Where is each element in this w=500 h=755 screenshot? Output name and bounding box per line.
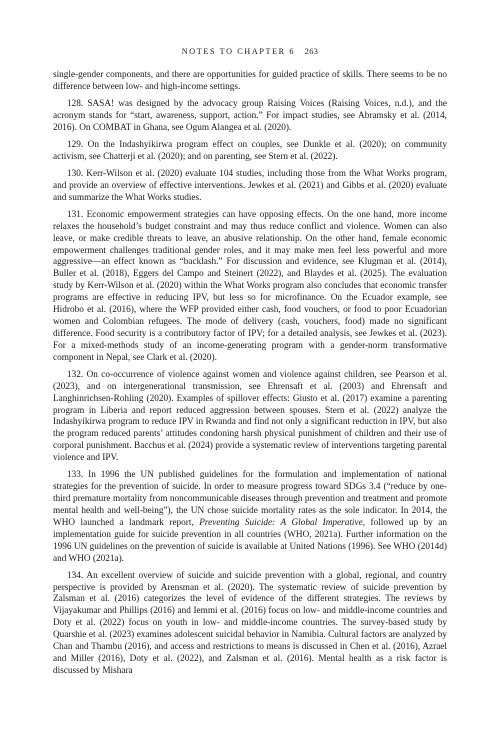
running-title: NOTES TO CHAPTER 6 xyxy=(181,47,296,56)
notes-body xyxy=(53,70,447,678)
running-head xyxy=(0,47,500,57)
note-129: 129. On the Indashyikirwa program effect on couples, see Dunkle et al. (2020); on community activism, see Chatterji et al. (2020); and on parenting, see Stern et al. (2022). xyxy=(53,139,447,162)
note-132: 132. On co-occurrence of violence against women and violence against children, see Pearson et al. (2023), and on intergenerational transmission, see Ehrensaft et al. (2003) and Ehrensaft and Langhinrichsen-Rohling (2020). Examples of spillover effects: Giusto et al. (2017) examine a parenting program in Liberia and report reduced aggression between spouses. Stern et al. (2022) analyze the Indashyikirwa program to reduce IPV in Rwanda and find not only a significant reduction in IPV, but also the program reduced parents’ attitudes condoning harsh physical punishment of children and their use of corporal punishment. Bacchus et al. (2024) provide a systematic review of interventions targeting parental violence and IPV. xyxy=(53,369,447,464)
report-title: Preventing Suicide: A Global Imperative xyxy=(199,517,363,528)
note-130: 130. Kerr-Wilson et al. (2020) evaluate 104 studies, including those from the What Works program, and provide an overview of effective interventions. Jewkes et al. (2021) and Gibbs et al. (2020) evaluate and summarize the What Works studies. xyxy=(53,168,447,203)
note-134: 134. An excellent overview of suicide and suicide prevention with a global, regional, and country perspective is provided by Arensman et al. (2020). The systematic review of suicide prevention by Zalsman et al. (2016) categorizes the level of evidence of the different strategies. The reviews by Vijayakumar and Phillips (2016) and Iemmi et al. (2016) focus on low- and middle-income countries and Doty et al. (2022) focus on youth in low- and middle-income countries. The survey-based study by Quarshie et al. (2023) examines adolescent suicidal behavior in Namibia. Cultural factors are analyzed by Chan and Thambu (2016), and access and restrictions to means is discussed in Chen et al. (2016), Azrael and Miller (2016), Doty et al. (2022), and Zalsman et al. (2016). Mental health as a risk factor is discussed by Mishara xyxy=(53,570,447,676)
note-133 xyxy=(53,470,447,565)
page-number: 263 xyxy=(304,47,319,56)
note-133-text: 133. In 1996 the UN published guidelines for the formulation and implementation of national strategies for the prevention of suicide. In order to measure progress toward SDGs 3.4 (“reduce by one-third premature mortality from noncommunicable diseases through prevention and treatment and promote mental health and well-being”), the UN chose suicide mortality rates as the sole indicator. In 2014, the WHO launched a landmark report, xyxy=(53,470,447,528)
note-133-text-end: , followed up by an implementation guide for suicide prevention in all countries (WHO, 2021a). Further information on the 1996 UN guidelines on the prevention of suicide is available at United Nations (1996). See WHO (2014d) and WHO (2021a). xyxy=(53,517,447,564)
note-131: 131. Economic empowerment strategies can have opposing effects. On the one hand, more income relaxes the household’s budget constraint and may thus reduce conflict and violence. Women can also leave, or make credible threats to leave, an abusive relationship. On the other hand, female economic empowerment challenges traditional gender roles, and it may make men feel less powerful and more aggressive—an effect known as “backlash.” For discussion and evidence, see Klugman et al. (2014), Buller et al. (2018), Eggers del Campo and Steinert (2022), and Blaydes et al. (2025). The evaluation study by Kerr-Wilson et al. (2020) within the What Works program also concludes that economic transfer programs are effective in reducing IPV, but less so for microfinance. On the Ecuador example, see Hidrobo et al. (2016), where the WFP provided either cash, food vouchers, or food to poor Ecuadorian women and Colombian refugees. The mode of delivery (cash, vouchers, food) made no significant difference. Food security is a contributory factor of IPV; for a detailed analysis, see Jewkes et al. (2023). For a mixed-methods study of an income-generating program with a gender-norm transformative component in Nepal, see Clark et al. (2020). xyxy=(53,209,447,363)
note-continuation: single-gender components, and there are opportunities for guided practice of skills. There seems to be no difference between low- and high-income settings. xyxy=(53,70,447,92)
note-128: 128. SASA! was designed by the advocacy group Raising Voices (Raising Voices, n.d.), and the acronym stands for “start, awareness, support, action.” For impact studies, see Abramsky et al. (2014, 2016). On COMBAT in Ghana, see Ogum Alangea et al. (2020). xyxy=(53,99,447,133)
